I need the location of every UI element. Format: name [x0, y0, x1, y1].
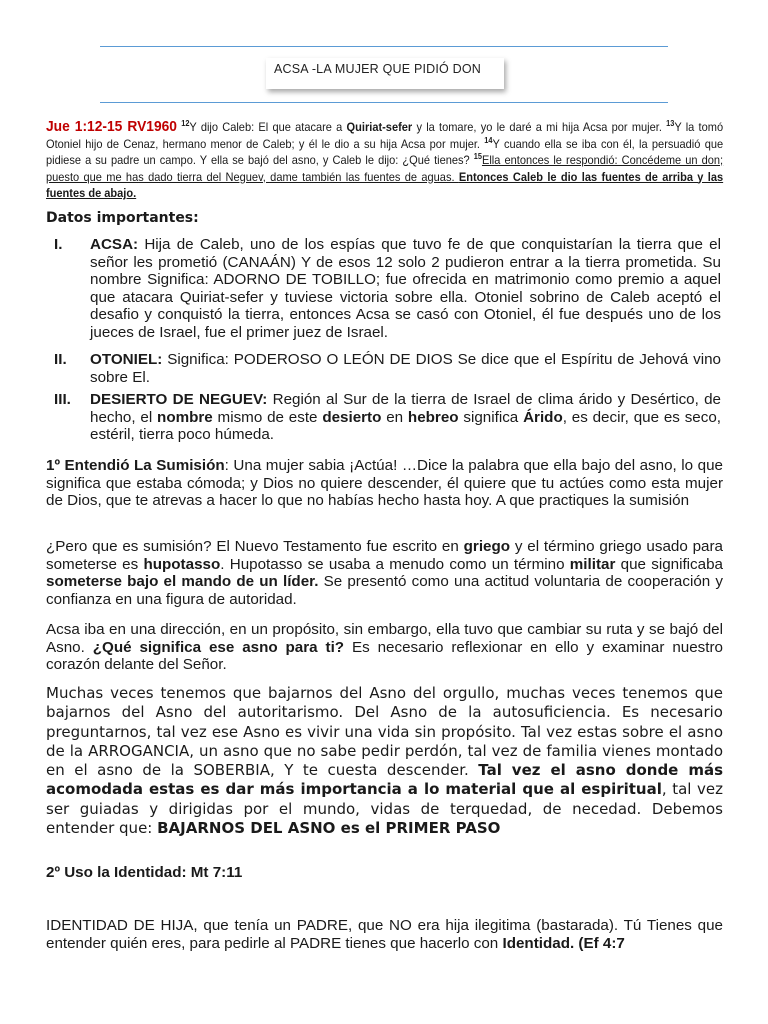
item-text: Región al Sur de la tierra de Israel de clima árido y Desértico, de hecho, el: [90, 391, 721, 426]
item-text: significa: [458, 408, 524, 426]
item-text-bold: desierto: [322, 408, 382, 426]
item-text: Significa: PODEROSO O LEÓN DE DIOS Se dice que el Espíritu de Jehová vino sobre El.: [90, 351, 721, 386]
paragraph-text: ¿Pero que es sumisión? El Nuevo Testamento fue escrito en: [46, 538, 464, 555]
verse-text-underlined-bold: Entonces Caleb le dio las fuentes de arriba y las fuentes de abajo.: [46, 169, 724, 200]
top-rule: [100, 46, 668, 47]
paragraph-sumision: [46, 457, 723, 510]
item-text-bold: Árido: [523, 408, 563, 426]
verse-text: Y cuando ella se iba con él, la persuadió que pidiese a su padre un campo. Y ella se bajó del asno, y Caleb le dijo: ¿Qué tienes?: [46, 136, 724, 167]
verse-number: 12: [181, 119, 190, 128]
list-number: I.: [54, 236, 63, 253]
section-heading-identidad: [46, 864, 723, 882]
paragraph-bold: ¿Qué significa ese asno para ti?: [92, 638, 345, 656]
verse-number: 15: [473, 152, 482, 161]
paragraph-text: Se presentó como una actitud voluntaria de cooperación y confianza en una figura de autoridad.: [46, 573, 723, 608]
item-text: Hija de Caleb, uno de los espías que tuvo fe de que conquistarían la tierra que el señor les prometió (CANAÁN) Y de esos 12 solo 2 pudieron entrar a la tierra prometida. Su nombre Significa: ADORNO DE TOBILLO; fue ofrecida en matrimonio como premio a aquel que atacara Quiriat-sefer y tuviese victoria sobre ella. Otoniel sobrino de Caleb aceptó el desafio y conquistó la tierra, entonces Acsa se casó con Otoniel, él fue después uno de los jueces de Israel, fue el primer juez de Israel.: [90, 236, 721, 341]
item-text: mismo de este: [212, 408, 323, 426]
paragraph-bold: hupotasso: [143, 555, 221, 573]
paragraph-text: que significaba: [615, 555, 723, 573]
paragraph-bold: BAJARNOS DEL ASNO es el PRIMER PASO: [157, 819, 501, 838]
paragraph-identidad: [46, 917, 723, 952]
verse-number: 14: [484, 135, 493, 145]
paragraph-text: y el término griego usado para someterse es: [46, 538, 724, 573]
bottom-rule: [100, 102, 668, 103]
item-label: DESIERTO DE NEGUEV:: [90, 391, 268, 408]
list-number: III.: [54, 391, 71, 408]
verse-text: Y dijo Caleb: El que atacare a: [189, 120, 347, 134]
section-heading: 2º Uso la Identidad: Mt 7:11: [46, 864, 243, 881]
verse-reference: Jue 1:12-15 RV1960: [46, 118, 177, 135]
paragraph-bold: someterse bajo el mando de un líder.: [46, 573, 319, 590]
paragraph-muchas-veces: [46, 684, 723, 838]
verse-text: Y la tomó Otoniel hijo de Cenaz, hermano menor de Caleb; y él le dio a su hija Acsa por mujer.: [46, 120, 724, 151]
item-text-bold: hebreo: [407, 408, 459, 426]
paragraph-text: , tal vez ser guiadas y dirigidas por el mundo, vidas de terquedad, de necedad. Debemos entender que:: [46, 780, 723, 838]
paragraph-text: Muchas veces tenemos que bajarnos del Asno del orgullo, muchas veces tenemos que bajarnos del Asno del autoritarismo. Del Asno de la autosuficiencia. Es necesario preguntarnos, tal vez ese Asno es vivir una vida sin propósito. Tal vez estas sobre el asno de la ARROGANCIA, un asno que no sabe pedir perdón, tal vez de familia vienes montado en el asno de la SOBERBIA, Y te cuesta descender.: [46, 684, 723, 780]
item-text: , es decir, que es seco, estéril, tierra poco húmeda.: [90, 408, 721, 443]
verse-passage: [46, 119, 723, 202]
item-label: ACSA:: [90, 236, 139, 253]
document-title: ACSA -LA MUJER QUE PIDIÓ DON: [274, 62, 482, 76]
paragraph-bold: Identidad. (Ef 4:7: [502, 934, 625, 952]
item-label: OTONIEL:: [90, 351, 163, 368]
item-text: en: [381, 408, 408, 426]
title-box: [266, 58, 504, 89]
paragraph-text: IDENTIDAD DE HIJA, que tenía un PADRE, que NO era hija ilegitima (bastarada). Tú Tienes que entender quién eres, para pedirle al PADRE tienes que hacerlo con: [46, 917, 723, 952]
paragraph-bold: griego: [463, 538, 511, 555]
paragraph-text: Acsa iba en una dirección, en un propósito, sin embargo, ella tuvo que cambiar su ruta y se bajó del Asno.: [46, 621, 723, 656]
datos-heading: Datos importantes:: [46, 210, 199, 226]
paragraph-acsa-asno: [46, 621, 723, 674]
paragraph-text: Es necesario reflexionar en ello y examinar nuestro corazón delante del Señor.: [46, 638, 723, 673]
paragraph-bold: Tal vez el asno donde más acomodada estas es dar más importancia a lo material que al espiritual: [46, 761, 724, 799]
verse-number: 13: [666, 119, 675, 128]
section-heading: 1º Entendió La Sumisión: [46, 457, 225, 474]
paragraph-bold: militar: [569, 555, 616, 573]
item-text-bold: nombre: [157, 408, 213, 426]
verse-text-underlined: Ella entonces le respondió: Concédeme un don; puesto que me has dado tierra del Neguev, dame también las fuentes de aguas.: [46, 153, 724, 184]
paragraph-text: : Una mujer sabia ¡Actúa! …Dice la palabra que ella bajo del asno, lo que significa que estaba cómoda; y Dios no quiere descender, él quiere que tu actúes como esta mujer de Dios, que te atrevas a hacer lo que no habías hecho hasta hoy. A que practiques la sumisión: [46, 457, 723, 509]
verse-text: y la tomare, yo le daré a mi hija Acsa por mujer.: [412, 120, 667, 134]
list-number: II.: [54, 351, 67, 368]
paragraph-que-es-sumision: [46, 538, 723, 608]
paragraph-text: . Hupotasso se usaba a menudo como un término: [220, 555, 570, 573]
verse-text-bold: Quiriat-sefer: [346, 120, 413, 134]
